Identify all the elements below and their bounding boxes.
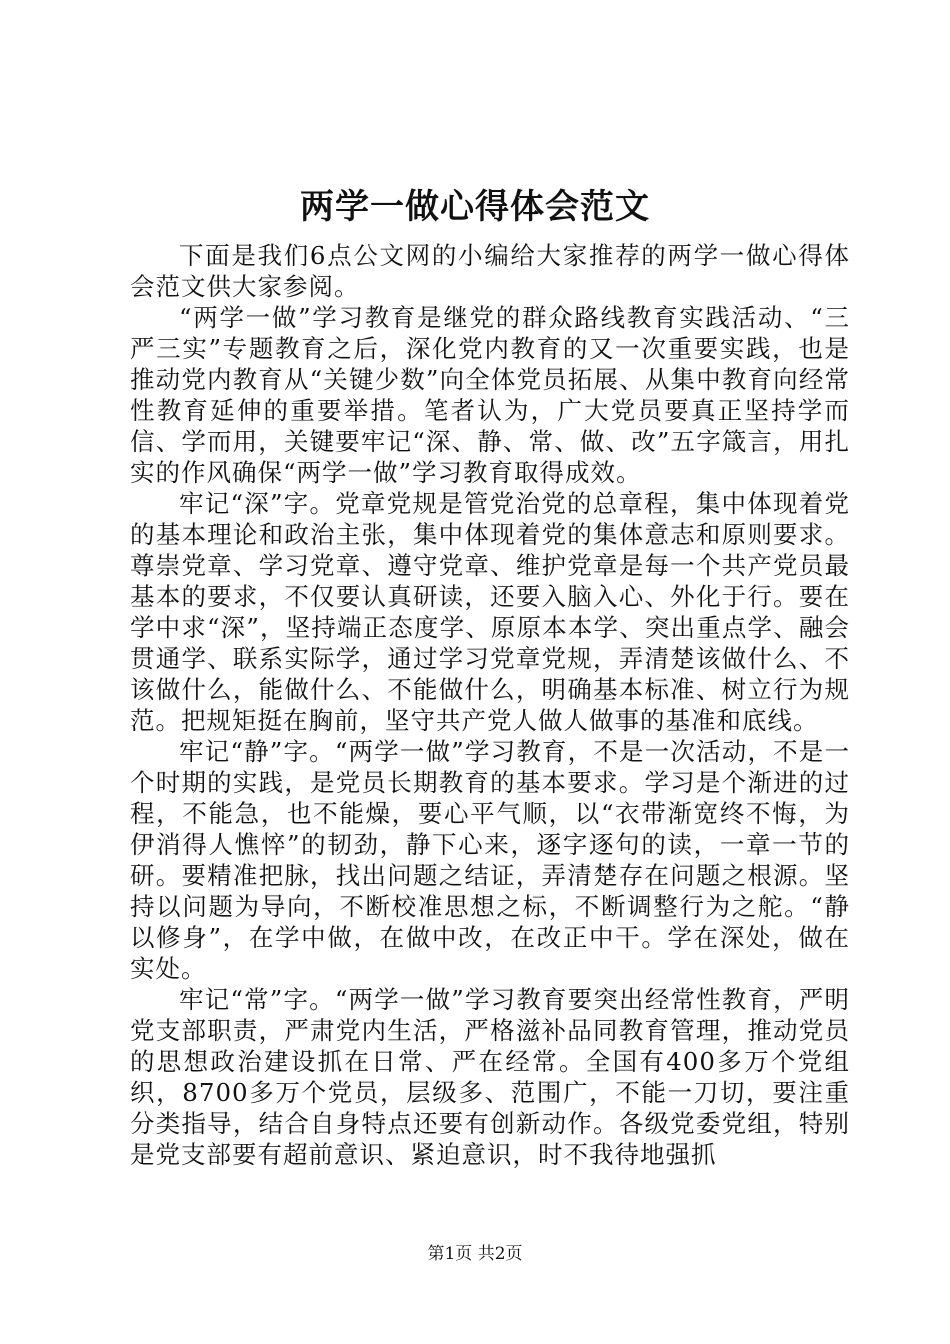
document-body <box>130 240 850 1170</box>
paragraph-jing: 牢记“静”字。“两学一做”学习教育，不是一次活动，不是一个时期的实践，是党员长期教育的基本要求。学习是个渐进的过程，不能急，也不能燥，要心平气顺，以“衣带渐宽终不悔，为伊消得人憔悴”的韧劲，静下心来，逐字逐句的读，一章一节的研。要精准把脉，找出问题之结证，弄清楚存在问题之根源。坚持以问题为导向，不断校准思想之标，不断调整行为之舵。“静以修身”，在学中做，在做中改，在改正中干。学在深处，做在实处。 <box>130 737 850 983</box>
page-number-footer: 第1页 共2页 <box>427 1244 523 1264</box>
paragraph-chang: 牢记“常”字。“两学一做”学习教育要突出经常性教育，严明党支部职责，严肃党内生活，严格滋补品同教育管理，推动党员的思想政治建设抓在日常、严在经常。全国有400多万个党组织，8700多万个党员，层级多、范围广，不能一刀切，要注重分类指导，结合自身特点还要有创新动作。各级党委党组，特别是党支部要有超前意识、紧迫意识，时不我待地强抓 <box>130 985 850 1169</box>
paragraph-intro: 下面是我们6点公文网的小编给大家推荐的两学一做心得体会范文供大家参阅。 <box>130 241 850 301</box>
paragraph-overview: “两学一做”学习教育是继党的群众路线教育实践活动、“三严三实”专题教育之后，深化党内教育的又一次重要实践，也是推动党内教育从“关键少数”向全体党员拓展、从集中教育向经常性教育延伸的重要举措。笔者认为，广大党员要真正坚持学而信、学而用，关键要牢记“深、静、常、做、改”五字箴言，用扎实的作风确保“两学一做”学习教育取得成效。 <box>130 303 850 487</box>
paragraph-shen: 牢记“深”字。党章党规是管党治党的总章程，集中体现着党的基本理论和政治主张，集中体现着党的集体意志和原则要求。尊崇党章、学习党章、遵守党章、维护党章是每一个共产党员最基本的要求，不仅要认真研读，还要入脑入心、外化于行。要在学中求“深”，坚持端正态度学、原原本本学、突出重点学、融会贯通学、联系实际学，通过学习党章党规，弄清楚该做什么、不该做什么，能做什么、不能做什么，明确基本标准、树立行为规范。把规矩挺在胸前，坚守共产党人做人做事的基准和底线。 <box>130 489 850 735</box>
document-title: 两学一做心得体会范文 <box>300 187 650 227</box>
